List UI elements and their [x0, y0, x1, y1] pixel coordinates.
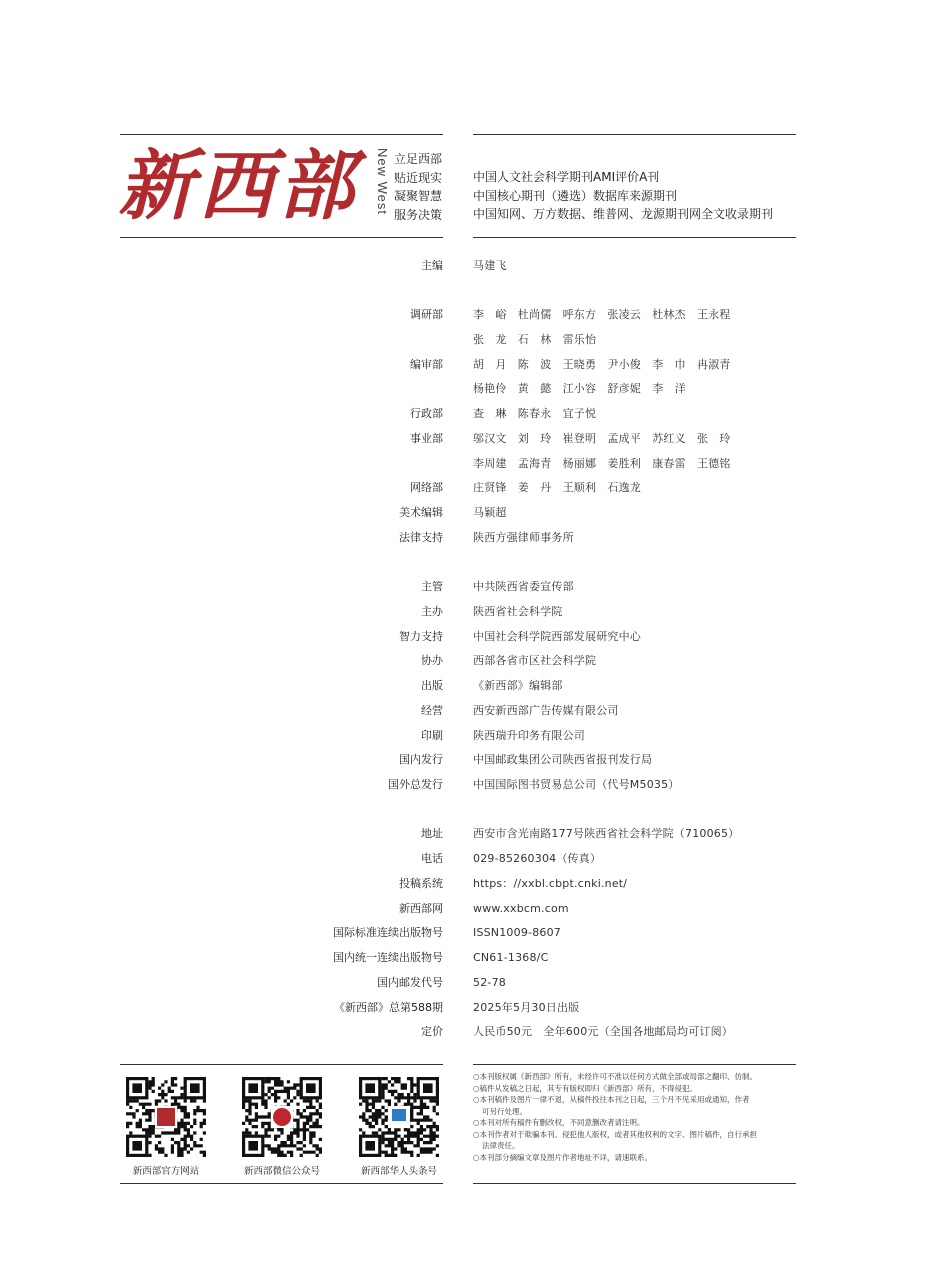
- contact-row: [0, 874, 945, 894]
- row-label: 电话: [421, 852, 443, 865]
- row-label: 国内统一连续出版物号: [333, 951, 443, 964]
- row-value: 胡 月 陈 波 王晓勇 尹小俊 李 巾 冉淑青: [473, 358, 731, 371]
- row-label: 协办: [421, 654, 443, 667]
- slogan-line: 立足西部: [394, 152, 443, 166]
- row-label: 国际标准连续出版物号: [333, 926, 443, 939]
- slogan-line: 服务决策: [394, 207, 443, 222]
- row-label: 编审部: [410, 358, 443, 371]
- note-line: 可另行处理。: [482, 1106, 527, 1116]
- contact-row: [0, 849, 945, 869]
- staff-row: [0, 330, 945, 350]
- website-link[interactable]: www.xxbcm.com: [473, 902, 569, 915]
- rule-top-left: [120, 134, 443, 135]
- index-item: 中国核心期刊（遴选）数据库来源期刊: [473, 188, 678, 203]
- note-line: ○本刊对所有稿件有删改权，不同意删改者请注明。: [473, 1118, 645, 1127]
- rule-top-right: [473, 134, 796, 135]
- publisher-row: [0, 726, 945, 746]
- note-line: ○本刊作者对于欺骗本刊、侵犯他人版权，或者其他权利的文字、图片稿件，自行承担: [473, 1129, 758, 1139]
- row-value: 中国国际图书贸易总公司（代号M5035）: [473, 778, 680, 791]
- contact-row: [0, 824, 945, 844]
- qr-code-icon: [242, 1077, 322, 1157]
- staff-row: [0, 379, 945, 399]
- rule-bottom-right: [473, 1183, 796, 1184]
- contact-row: [0, 998, 945, 1018]
- staff-row: [0, 404, 945, 424]
- row-label: 网络部: [410, 481, 443, 494]
- rule-footer-right: [473, 1064, 796, 1065]
- row-label: 智力支持: [399, 630, 443, 643]
- publisher-row: [0, 701, 945, 721]
- logo-english-vertical: New West: [375, 148, 390, 215]
- row-label: 美术编辑: [399, 506, 443, 519]
- note-line: 法律责任。: [482, 1141, 520, 1150]
- slogan-line: 凝聚智慧: [394, 189, 443, 203]
- row-label: 新西部网: [399, 902, 443, 915]
- row-value: 查 琳 陈春永 宜子悦: [473, 407, 597, 420]
- row-label: 投稿系统: [399, 877, 443, 890]
- row-value: 杨艳伶 黄 懿 江小容 舒彦妮 李 洋: [473, 382, 686, 395]
- qr-caption: 新西部华人头条号: [360, 1166, 437, 1177]
- staff-row: [0, 429, 945, 449]
- staff-row: [0, 528, 945, 548]
- row-value: 人民币50元 全年600元（全国各地邮局均可订阅）: [473, 1025, 733, 1038]
- row-value: 西安新西部广告传媒有限公司: [473, 704, 619, 717]
- row-value: 庄贤锋 姜 丹 王顺利 石逸龙: [473, 481, 641, 494]
- row-label: 调研部: [410, 308, 443, 321]
- row-value: 邬汉文 刘 玲 崔登明 孟成平 苏红义 张 玲: [473, 432, 731, 445]
- staff-row: [0, 478, 945, 498]
- row-label: 出版: [421, 679, 443, 692]
- row-label: 国内邮发代号: [377, 976, 443, 989]
- contact-row: [0, 923, 945, 943]
- note-line: ○稿件从发稿之日起，其专有版权即归《新西部》所有，不得侵犯。: [473, 1083, 698, 1093]
- row-value: 中国邮政集团公司陕西省报刊发行局: [473, 753, 653, 766]
- row-value: 52-78: [473, 976, 506, 989]
- staff-row: [0, 355, 945, 375]
- row-label: 法律支持: [399, 531, 443, 544]
- row-label: 地址: [421, 827, 443, 840]
- row-value: 2025年5月30日出版: [473, 1001, 580, 1014]
- contact-row: [0, 948, 945, 968]
- row-value: 029-85260304（传真）: [473, 852, 602, 865]
- row-value: 李 峪 杜尚儒 呼东方 张凌云 杜林杰 王永程: [473, 308, 731, 321]
- publisher-row: [0, 577, 945, 597]
- row-value: 陕西方强律师事务所: [473, 531, 574, 544]
- index-list: [473, 168, 773, 224]
- staff-row: [0, 454, 945, 474]
- note-line: ○本刊稿件及图片一律不退，从稿件投往本刊之日起，三个月不见采用或通知，作者: [473, 1095, 750, 1104]
- row-label: 行政部: [410, 407, 443, 420]
- publisher-row: [0, 627, 945, 647]
- rule-bottom-left: [120, 1183, 443, 1184]
- staff-row: [0, 503, 945, 523]
- publisher-row: [0, 676, 945, 696]
- row-value: CN61-1368/C: [473, 951, 549, 964]
- staff-row: [0, 305, 945, 325]
- copyright-notes: [473, 1071, 798, 1163]
- contact-row: [0, 899, 945, 919]
- publisher-row: [0, 775, 945, 795]
- row-value: 《新西部》编辑部: [473, 679, 563, 692]
- row-value: 西安市含光南路177号陕西省社会科学院（710065）: [473, 827, 740, 840]
- row-value: 中共陕西省委宣传部: [473, 580, 574, 593]
- qr-wechat: [234, 1077, 330, 1177]
- slogan: [394, 150, 442, 224]
- qr-website: [118, 1077, 214, 1177]
- publisher-row: [0, 602, 945, 622]
- rule-footer-left: [120, 1064, 443, 1065]
- qr-caption: 新西部官方网站: [132, 1166, 200, 1177]
- qr-code-icon: [359, 1077, 439, 1157]
- index-item: 中国知网、万方数据、维普网、龙源期刊网全文收录期刊: [473, 207, 774, 221]
- row-label: 定价: [421, 1025, 443, 1038]
- row-value: 西部各省市区社会科学院: [473, 654, 597, 667]
- publisher-row: [0, 651, 945, 671]
- staff-row: [0, 256, 945, 276]
- row-label: 主办: [421, 605, 443, 618]
- note-line: ○本刊版权属《新西部》所有，未经许可不准以任何方式做全部或局部之翻印、仿制。: [473, 1072, 758, 1081]
- row-label: 事业部: [410, 432, 443, 445]
- contact-row: [0, 1022, 945, 1042]
- logo-calligraphy: 新西部: [118, 141, 358, 230]
- row-label: 主编: [421, 259, 443, 272]
- row-value: 中国社会科学院西部发展研究中心: [473, 630, 641, 643]
- index-item: 中国人文社会科学期刊AMI评价A刊: [473, 170, 660, 184]
- row-value: 马建飞: [473, 259, 507, 272]
- row-value: ISSN1009-8607: [473, 926, 561, 939]
- qr-code-icon: [126, 1077, 206, 1157]
- qr-caption: 新西部微信公众号: [243, 1166, 320, 1177]
- rule-masthead-right: [473, 237, 796, 238]
- rule-masthead-left: [120, 237, 443, 238]
- slogan-line: 贴近现实: [394, 170, 443, 185]
- row-label: 印刷: [421, 729, 443, 742]
- row-value: 马颖超: [473, 506, 507, 519]
- contact-row: [0, 973, 945, 993]
- note-line: ○本刊部分摘编文章及图片作者地址不详，请速联系。: [473, 1152, 653, 1162]
- row-label: 《新西部》总第588期: [334, 1001, 443, 1014]
- row-label: 国内发行: [399, 753, 443, 766]
- row-value: 张 龙 石 林 雷乐怡: [473, 333, 597, 346]
- row-label: 经营: [421, 704, 443, 717]
- row-value: 陕西省社会科学院: [473, 605, 563, 618]
- row-label: 主管: [421, 580, 443, 593]
- row-value: 李周建 孟海青 杨丽娜 姜胜利 康春雷 王德铭: [473, 457, 731, 470]
- submission-link[interactable]: https：//xxbl.cbpt.cnki.net/: [473, 877, 628, 890]
- publisher-row: [0, 750, 945, 770]
- qr-toutiao: [351, 1077, 447, 1177]
- row-value: 陕西瑞升印务有限公司: [473, 729, 585, 742]
- row-label: 国外总发行: [388, 778, 443, 791]
